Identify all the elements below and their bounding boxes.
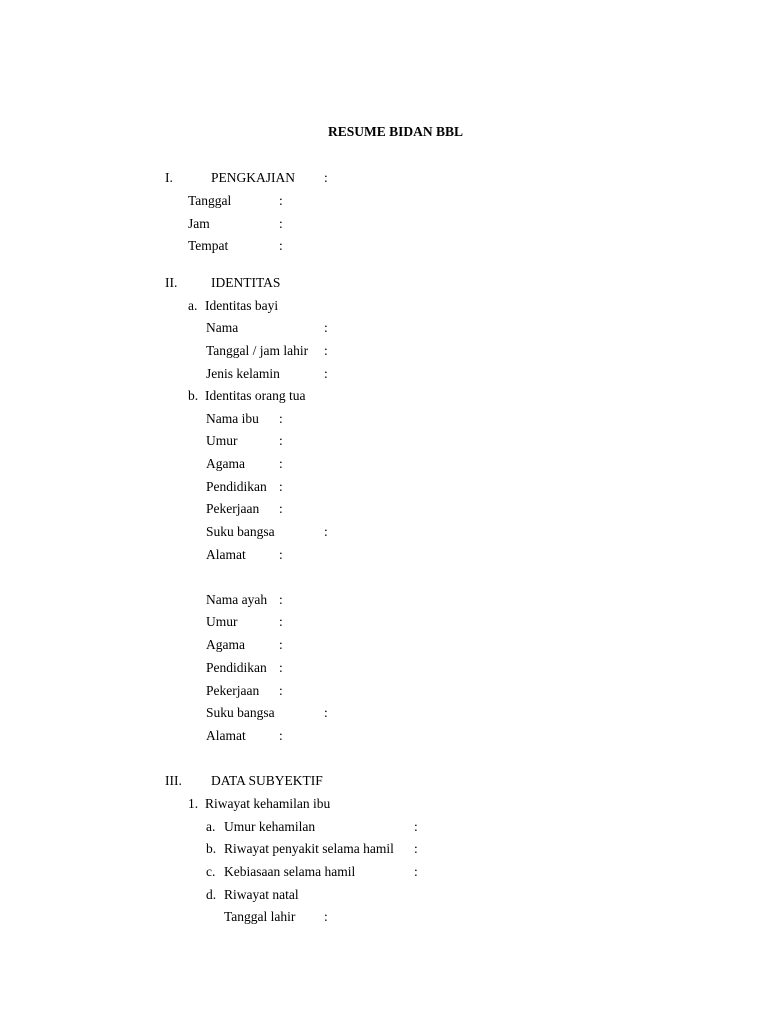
field-label-tanggal-jam-lahir: Tanggal / jam lahir [206,343,309,358]
section-2-heading: IDENTITAS [211,275,281,290]
field-label-jenis-kelamin: Jenis kelamin [206,366,280,381]
field-colon: : [279,193,283,208]
field-label-alamat-ibu: Alamat [206,547,246,562]
field-label-pekerjaan-ibu: Pekerjaan [206,501,260,516]
field-label-pekerjaan-ayah: Pekerjaan [206,683,260,698]
field-colon: : [324,524,328,539]
field-label-agama-ayah: Agama [206,637,245,652]
section-3-heading: DATA SUBYEKTIF [211,773,323,788]
field-label-kebiasaan-hamil: Kebiasaan selama hamil [224,864,356,879]
field-label-tanggal: Tanggal [188,193,232,208]
field-label-umur-kehamilan: Umur kehamilan [224,819,316,834]
field-label-suku-bangsa-ibu: Suku bangsa [206,524,275,539]
field-colon: : [414,864,418,879]
field-colon: : [279,411,283,426]
item-marker: c. [206,864,216,879]
subsection-marker: a. [188,298,198,313]
field-label-umur-ibu: Umur [206,433,238,448]
field-label-pendidikan-ayah: Pendidikan [206,660,267,675]
field-label-pendidikan-ibu: Pendidikan [206,479,267,494]
field-label-umur-ayah: Umur [206,614,238,629]
field-colon: : [279,637,283,652]
section-3-number: III. [165,773,182,788]
document-title: RESUME BIDAN BBL [328,124,464,139]
item-marker: a. [206,819,216,834]
field-colon: : [279,683,283,698]
field-label-jam: Jam [188,216,210,231]
field-label-nama-ayah: Nama ayah [206,592,268,607]
field-label-nama: Nama [206,320,239,335]
subsection-heading-orang-tua: Identitas orang tua [205,388,306,403]
field-colon: : [279,728,283,743]
field-label-tanggal-lahir: Tanggal lahir [224,909,296,924]
field-colon: : [279,660,283,675]
section-1-colon: : [324,170,328,185]
field-label-riwayat-penyakit: Riwayat penyakit selama hamil [224,841,394,856]
field-colon: : [324,705,328,720]
subsection-marker: b. [188,388,199,403]
subsection-heading-bayi: Identitas bayi [205,298,279,313]
field-colon: : [324,320,328,335]
field-colon: : [279,216,283,231]
section-1-number: I. [165,170,173,185]
subsection-heading-riwayat-kehamilan: Riwayat kehamilan ibu [205,796,331,811]
section-2-number: II. [165,275,178,290]
field-colon: : [279,501,283,516]
field-label-alamat-ayah: Alamat [206,728,246,743]
subsection-marker: 1. [188,796,199,811]
field-colon: : [279,614,283,629]
field-colon: : [279,433,283,448]
field-colon: : [279,592,283,607]
field-label-nama-ibu: Nama ibu [206,411,259,426]
field-colon: : [414,819,418,834]
field-colon: : [324,909,328,924]
field-label-tempat: Tempat [188,238,229,253]
field-label-riwayat-natal: Riwayat natal [224,887,299,902]
field-colon: : [324,343,328,358]
field-colon: : [279,456,283,471]
field-colon: : [279,547,283,562]
field-label-suku-bangsa-ayah: Suku bangsa [206,705,275,720]
field-colon: : [279,238,283,253]
field-colon: : [279,479,283,494]
item-marker: d. [206,887,217,902]
field-label-agama-ibu: Agama [206,456,245,471]
field-colon: : [414,841,418,856]
item-marker: b. [206,841,217,856]
field-colon: : [324,366,328,381]
section-1-heading: PENGKAJIAN [211,170,295,185]
